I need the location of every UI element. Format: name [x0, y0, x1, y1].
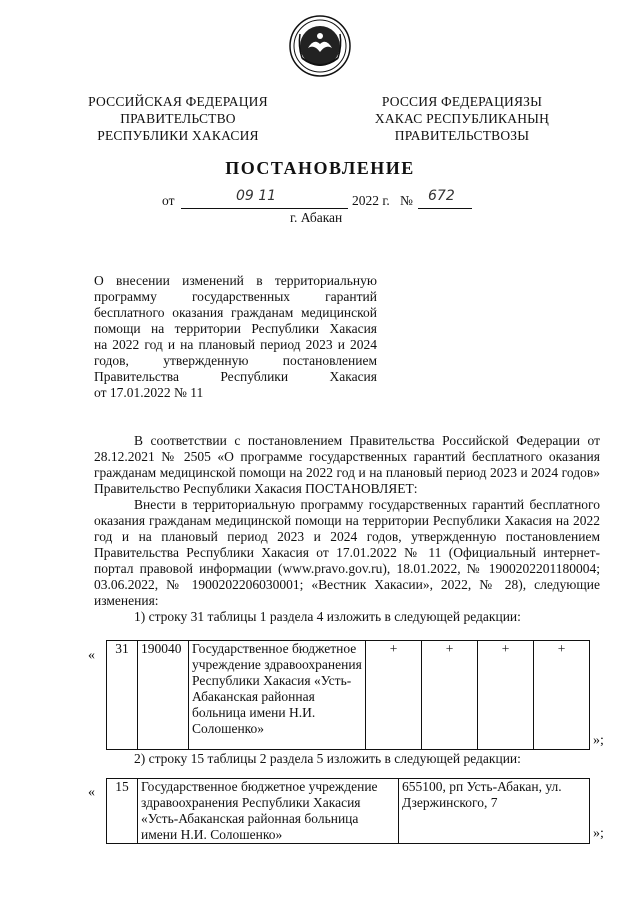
paragraph-preamble: В соответствии с постановлением Правительства Российской Федерации от 28.12.2021 № 2505 «О программе государственных гарантий бесплатного оказания гражданам медицинской помощи на 2022 год и на плановый период 2023 и 2024 годов» Правительство Республики Хакасия ПОСТАНОВЛЯЕТ:: [94, 433, 600, 496]
body-text: [94, 433, 600, 625]
handwritten-date: 09 11: [236, 188, 277, 204]
header-right-line: РОССИЯ ФЕДЕРАЦИЯЗЫ: [381, 94, 543, 109]
document-title: ПОСТАНОВЛЕНИЕ: [225, 158, 415, 178]
item-2-text: 2) строку 15 таблицы 2 раздела 5 изложить в следующей редакции:: [134, 751, 521, 766]
number-label: №: [400, 193, 413, 208]
table1-cell-code: 190040: [138, 641, 189, 750]
subject-line: годов, утвержденную постановлением: [94, 353, 377, 368]
table1-row-31: [106, 640, 590, 750]
header-left-line: РЕСПУБЛИКИ ХАКАСИЯ: [97, 128, 259, 143]
header-left-block: [78, 93, 278, 144]
handwritten-number: 672: [428, 188, 455, 204]
table1-cell-mark: +: [534, 641, 590, 750]
table2-cell-num: 15: [107, 779, 138, 844]
subject-line: помощи на территории Республики Хакасия: [94, 321, 377, 336]
subject-line: от 17.01.2022 № 11: [94, 385, 204, 400]
header-right-line: ХАКАС РЕСПУБЛИКАНЫҢ: [374, 111, 550, 126]
table1-cell-num: 31: [107, 641, 138, 750]
subject-line: на 2022 год и на плановый период 2023 и 2024: [94, 337, 377, 352]
subject-line: бесплатного оказания гражданам медицинской: [94, 305, 377, 320]
table2-close-quote: »;: [593, 826, 604, 841]
number-underline: [418, 208, 472, 209]
header-left-line: ПРАВИТЕЛЬСТВО: [120, 111, 236, 126]
date-underline: [181, 208, 348, 209]
table1-open-quote: «: [88, 648, 95, 663]
date-from-label: от: [162, 193, 175, 208]
city-label: г. Абакан: [290, 210, 343, 225]
subject-line: программу государственных гарантий: [94, 289, 377, 304]
paragraph-resolution: Внести в территориальную программу государственных гарантий бесплатного оказания гражданам медицинской помощи на территории Республики Хакасия на 2022 год и на плановый период 2023 и 2024 годов, утвержденную постановлением Правительства Республики Хакасия от 17.01.2022 № 11 (Официальный интернет-портал правовой информации (www.pravo.gov.ru), 18.01.2022, № 1900202201180004; 03.06.2022, № 1900202206030001; «Вестник Хакасии», 2022, № 28), следующие изменения:: [94, 497, 600, 608]
header-right-block: [362, 93, 562, 144]
year-label: 2022 г.: [352, 193, 390, 208]
subject-line: О внесении изменений в территориальную: [94, 273, 377, 288]
table2-cell-address: 655100, рп Усть-Абакан, ул. Дзержинского, 7: [399, 779, 590, 844]
table1-cell-mark: +: [366, 641, 422, 750]
table1-close-quote: »;: [593, 733, 604, 748]
table2-open-quote: «: [88, 785, 95, 800]
item-1-text: 1) строку 31 таблицы 1 раздела 4 изложить в следующей редакции:: [134, 609, 521, 624]
subject-block: [94, 273, 377, 401]
header-left-line: РОССИЙСКАЯ ФЕДЕРАЦИЯ: [88, 94, 268, 109]
table2-row-15: [106, 778, 590, 844]
table1-cell-mark: +: [422, 641, 478, 750]
subject-line: Правительства Республики Хакасия: [94, 369, 377, 384]
coat-of-arms-emblem: [288, 14, 352, 78]
table2-cell-name: Государственное бюджетное учреждение здравоохранения Республики Хакасия «Усть-Абаканская районная больница имени Н.И. Солошенко»: [138, 779, 399, 844]
table1-cell-name: Государственное бюджетное учреждение здравоохранения Республики Хакасия «Усть-Абаканская районная больница имени Н.И. Солошенко»: [189, 641, 366, 750]
table1-cell-mark: +: [478, 641, 534, 750]
header-right-line: ПРАВИТЕЛЬСТВОЗЫ: [394, 128, 530, 143]
